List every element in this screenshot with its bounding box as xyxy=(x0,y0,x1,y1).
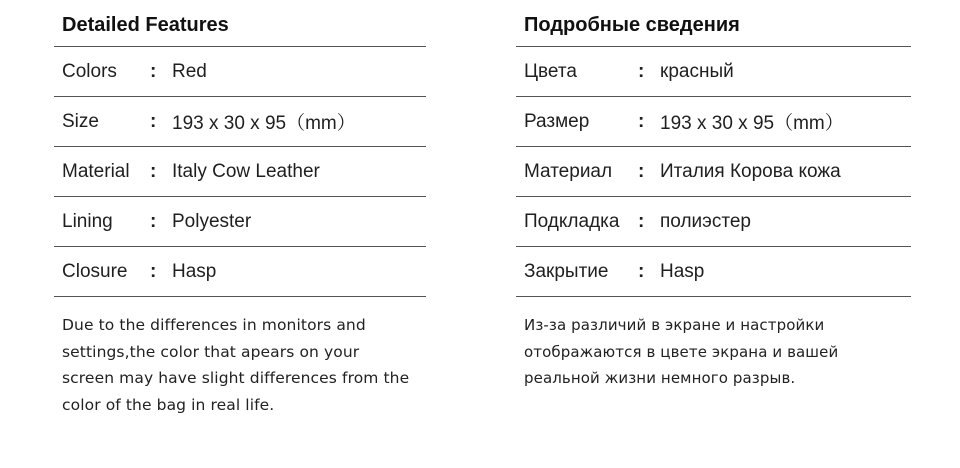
spec-value: Italy Cow Leather xyxy=(172,160,320,182)
spec-row-lining xyxy=(54,197,426,247)
spec-label: Цвета xyxy=(524,60,577,82)
spec-value: Hasp xyxy=(660,260,705,282)
spec-row-material xyxy=(516,147,911,197)
spec-row-size xyxy=(516,97,911,147)
spec-separator: : xyxy=(638,60,645,82)
spec-label: Подкладка xyxy=(524,210,620,232)
spec-label: Материал xyxy=(524,160,613,182)
spec-value: Polyester xyxy=(172,210,252,232)
spec-label: Material xyxy=(62,160,130,182)
spec-separator: : xyxy=(150,110,157,132)
disclaimer-line: реальной жизни немного разрыв. xyxy=(524,369,796,387)
features-title: Подробные сведения xyxy=(516,0,911,47)
spec-label: Colors xyxy=(62,60,117,82)
spec-separator: : xyxy=(150,160,157,182)
spec-row-closure xyxy=(54,247,426,297)
spec-value: Италия Корова кожа xyxy=(660,160,841,182)
spec-label: Closure xyxy=(62,260,128,282)
spec-row-material xyxy=(54,147,426,197)
spec-row-closure xyxy=(516,247,911,297)
features-panel-english xyxy=(54,0,426,418)
features-panel-russian xyxy=(516,0,911,392)
disclaimer-line: Due to the differences in monitors and xyxy=(62,316,366,334)
spec-separator: : xyxy=(638,110,645,132)
spec-separator: : xyxy=(638,260,645,282)
spec-separator: : xyxy=(638,210,645,232)
spec-label: Закрытие xyxy=(524,260,609,282)
spec-value: Hasp xyxy=(172,260,217,282)
spec-separator: : xyxy=(150,260,157,282)
disclaimer-line: отображаются в цвете экрана и вашей xyxy=(524,342,839,361)
spec-value: 193 x 30 x 95（mm） xyxy=(172,113,356,134)
disclaimer-line: color of the bag in real life. xyxy=(62,395,275,414)
color-disclaimer xyxy=(54,297,447,418)
disclaimer-line: screen may have slight differences from the xyxy=(62,369,410,387)
spec-label: Lining xyxy=(62,210,113,232)
spec-label: Size xyxy=(62,110,99,132)
disclaimer-line: Из-за различий в экране и настройки xyxy=(524,316,825,334)
spec-row-colors xyxy=(516,47,911,97)
spec-value: красный xyxy=(660,60,734,82)
spec-row-lining xyxy=(516,197,911,247)
spec-value: 193 x 30 x 95（mm） xyxy=(660,113,844,134)
spec-separator: : xyxy=(638,160,645,182)
spec-separator: : xyxy=(150,60,157,82)
color-disclaimer xyxy=(516,297,914,392)
spec-row-colors xyxy=(54,47,426,97)
features-title: Detailed Features xyxy=(54,0,426,47)
spec-value: Red xyxy=(172,60,207,82)
spec-label: Размер xyxy=(524,110,590,132)
spec-separator: : xyxy=(150,210,157,232)
spec-row-size xyxy=(54,97,426,147)
disclaimer-line: settings,the color that apears on your xyxy=(62,342,360,361)
spec-value: полиэстер xyxy=(660,210,751,232)
